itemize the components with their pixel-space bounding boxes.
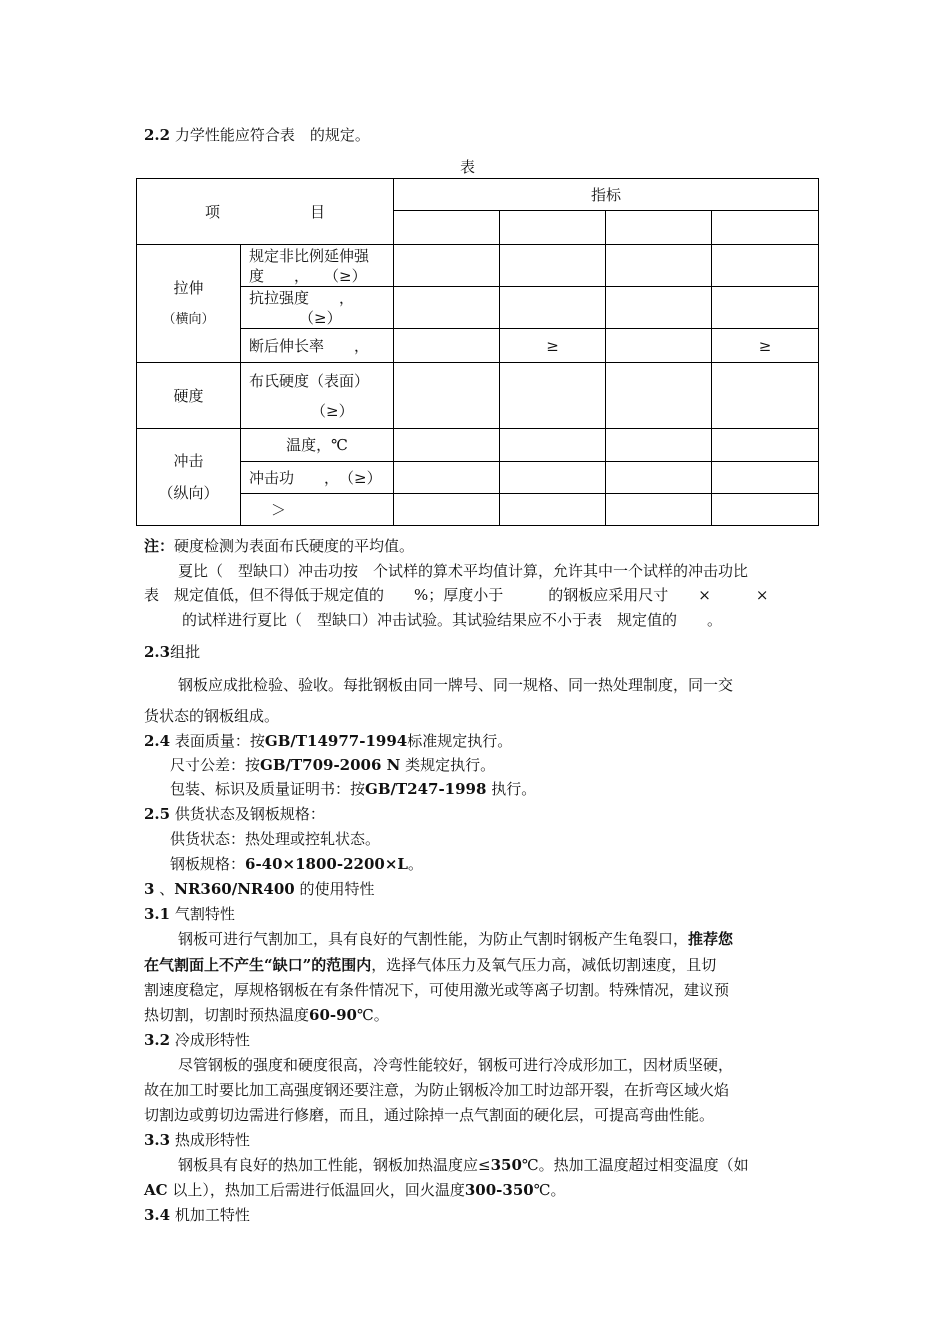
section-number: 2.5 xyxy=(144,805,171,823)
impact-group-cell xyxy=(137,429,241,526)
value-cell xyxy=(500,494,606,526)
hardness-group-label: 硬度 xyxy=(137,363,241,429)
text: 表面质量：按 xyxy=(174,732,265,750)
section-3-4-heading xyxy=(144,1205,250,1225)
mechanical-properties-table xyxy=(136,178,819,526)
note-line-3: 表 规定值低，但不得低于规定值的 %；厚度小于 的钢板应采用尺寸 × × xyxy=(144,586,769,604)
note-label: 注： xyxy=(144,537,175,555)
value-cell xyxy=(712,363,819,429)
note-line-1 xyxy=(144,536,414,556)
note-line-4: 的试样进行夏比（ 型缺口）冲击试验。其试验结果应不小于表 规定值的 。 xyxy=(182,611,723,629)
value-cell xyxy=(712,494,819,526)
section-2-4-surface-quality xyxy=(144,731,512,751)
section-number: 3 xyxy=(144,880,155,898)
elongation-value: ≥ xyxy=(500,329,606,363)
text: 。 xyxy=(407,855,423,873)
temperature-range: 300-350 xyxy=(464,1181,534,1199)
section-number: 2.3 xyxy=(144,643,171,661)
emphasis: 在气割面上不产生“缺口”的范围内 xyxy=(144,956,372,974)
yield-strength-line2: 度 ， （≥） xyxy=(249,266,367,285)
grade-cell xyxy=(394,211,500,245)
supply-state: 供货状态：热处理或控轧状态。 xyxy=(170,830,381,848)
standard-code: GB/T14977-1994 xyxy=(264,732,408,750)
section-3-2-heading xyxy=(144,1030,250,1050)
value-cell xyxy=(606,329,712,363)
section-3-2-line3: 切割边或剪切边需进行修磨，而且，通过除掉一点气割面的硬化层，可提高弯曲性能。 xyxy=(144,1106,715,1124)
section-number: 3.2 xyxy=(144,1031,171,1049)
elongation-value: ≥ xyxy=(712,329,819,363)
value-cell xyxy=(394,329,500,363)
text: ℃。 xyxy=(533,1181,566,1199)
section-number: 3.1 xyxy=(144,905,171,923)
tensile-direction: （横向） xyxy=(162,311,215,327)
note-line-2: 夏比（ 型缺口）冲击功按 个试样的算术平均值计算，允许其中一个试样的冲击功比 xyxy=(178,562,749,580)
grade-cell xyxy=(712,211,819,245)
section-title: 的使用特性 xyxy=(299,880,375,898)
impact-greater-label: ＞ xyxy=(241,494,394,526)
value-cell xyxy=(394,287,500,329)
note-text: 硬度检测为表面布氏硬度的平均值。 xyxy=(174,537,415,555)
text: 尺寸公差：按 xyxy=(170,756,261,774)
section-2-4-dimension-tolerance xyxy=(170,755,495,775)
section-3-1-line3: 割速度稳定，厚规格钢板在有条件情况下，可使用激光或等离子切割。特殊情况，建议预 xyxy=(144,981,730,999)
grade-name: NR360/NR400 xyxy=(174,880,295,898)
section-3-2-line2: 故在加工时要比加工高强度钢还要注意，为防止钢板冷加工时边部开裂，在折弯区域火焰 xyxy=(144,1081,730,1099)
section-text: 力学性能应符合表 的规定。 xyxy=(174,126,370,144)
text: 包装、标识及质量证明书：按 xyxy=(170,780,366,798)
impact-energy-label: 冲击功 ， （≥） xyxy=(241,462,394,494)
yield-strength-label xyxy=(241,245,394,287)
value-cell xyxy=(606,494,712,526)
section-number: 2.4 xyxy=(144,732,171,750)
section-2-4-packaging xyxy=(170,779,536,799)
section-title: 供货状态及钢板规格： xyxy=(174,805,325,823)
value-cell xyxy=(394,462,500,494)
item-header: 项 目 xyxy=(137,179,394,245)
text: ℃。 xyxy=(357,1006,389,1024)
value-cell xyxy=(606,245,712,287)
value-cell xyxy=(394,429,500,462)
value-cell xyxy=(606,287,712,329)
text: 钢板规格： xyxy=(170,855,246,873)
section-title: 组批 xyxy=(170,643,201,661)
value-cell xyxy=(500,429,606,462)
grade-cell xyxy=(500,211,606,245)
standard-code: GB/T247-1998 xyxy=(365,780,487,798)
value-cell xyxy=(712,429,819,462)
value-cell xyxy=(500,245,606,287)
brinell-hardness-label xyxy=(241,363,394,429)
text: ℃。热加工温度超过相变温度（如 xyxy=(521,1156,749,1174)
section-number: 3.4 xyxy=(144,1206,171,1224)
value-cell xyxy=(500,287,606,329)
value-cell xyxy=(500,363,606,429)
section-3-1-line1 xyxy=(178,929,733,949)
value-cell xyxy=(500,462,606,494)
text: 以上），热加工后需进行低温回火，回火温度 xyxy=(172,1181,465,1199)
value-cell xyxy=(712,245,819,287)
section-title: 机加工特性 xyxy=(174,1206,250,1224)
brinell-line1: 布氏硬度（表面） xyxy=(249,371,370,390)
tensile-strength-label xyxy=(241,287,394,329)
standard-code: GB/T709-2006 N xyxy=(260,756,401,774)
section-number: 2.2 xyxy=(144,126,171,144)
value-cell xyxy=(712,462,819,494)
impact-label: 冲击 xyxy=(173,452,204,470)
table-caption: 表 xyxy=(460,158,476,176)
section-3-1-line2 xyxy=(144,955,716,975)
section-2-5-heading xyxy=(144,804,325,824)
tensile-strength-line1: 抗拉强度 ， xyxy=(249,288,355,307)
tensile-label: 拉伸 xyxy=(173,278,204,297)
temperature-value: 350 xyxy=(490,1156,522,1174)
section-2-3-para-line2: 货状态的钢板组成。 xyxy=(144,707,280,725)
value-cell xyxy=(606,429,712,462)
section-3-3-line1 xyxy=(178,1155,749,1175)
indicator-header: 指标 xyxy=(394,179,819,211)
value-cell xyxy=(394,363,500,429)
elongation-label: 断后伸长率 ， xyxy=(241,329,394,363)
value-cell xyxy=(394,245,500,287)
plate-spec xyxy=(170,854,423,874)
value-cell xyxy=(606,462,712,494)
yield-strength-line1: 规定非比例延伸强 xyxy=(249,246,370,265)
tensile-group-cell xyxy=(137,245,241,363)
text: 钢板具有良好的热加工性能，钢板加热温度应≤ xyxy=(178,1156,491,1174)
value-cell xyxy=(606,363,712,429)
section-3-1-heading xyxy=(144,904,235,924)
text: 类规定执行。 xyxy=(405,756,496,774)
tensile-strength-line2: （≥） xyxy=(299,308,342,327)
brinell-line2: （≥） xyxy=(311,401,354,420)
temperature-label: 温度，℃ xyxy=(241,429,394,462)
section-number: 3.3 xyxy=(144,1131,171,1149)
section-2-3-heading xyxy=(144,642,200,662)
section-3-1-line4 xyxy=(144,1005,389,1025)
section-2-2-heading xyxy=(144,125,370,145)
temperature-range: 60-90 xyxy=(309,1006,357,1024)
section-2-3-para-line1: 钢板应成批检验、验收。每批钢板由同一牌号、同一规格、同一热处理制度，同一交 xyxy=(178,676,734,694)
emphasis: 推荐您 xyxy=(688,930,734,948)
spec-value: 6-40×1800-2200×L xyxy=(245,855,408,873)
text: 热切割，切割时预热温度 xyxy=(144,1006,310,1024)
text: 、 xyxy=(159,880,175,898)
text: 标准规定执行。 xyxy=(407,732,513,750)
ac-label: AC xyxy=(144,1181,168,1199)
section-3-3-line2 xyxy=(144,1180,566,1200)
text: 钢板可进行气割加工，具有良好的气割性能，为防止气割时钢板产生龟裂口， xyxy=(178,930,689,948)
section-title: 热成形特性 xyxy=(174,1131,250,1149)
value-cell xyxy=(394,494,500,526)
section-3-3-heading xyxy=(144,1130,250,1150)
value-cell xyxy=(712,287,819,329)
text: ，选择气体压力及氧气压力高，减低切割速度，且切 xyxy=(371,956,717,974)
grade-cell xyxy=(606,211,712,245)
section-3-heading xyxy=(144,879,375,899)
section-title: 冷成形特性 xyxy=(174,1031,250,1049)
text: 执行。 xyxy=(491,780,537,798)
impact-direction: （纵向） xyxy=(158,484,219,502)
section-title: 气割特性 xyxy=(174,905,235,923)
section-3-2-line1: 尽管钢板的强度和硬度很高，冷弯性能较好，钢板可进行冷成形加工，因材质坚硬， xyxy=(178,1056,734,1074)
